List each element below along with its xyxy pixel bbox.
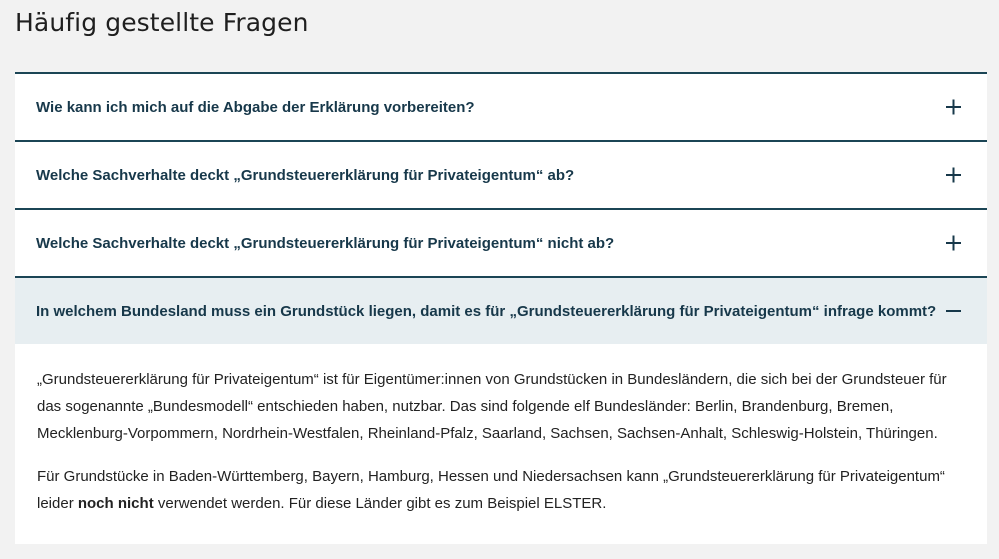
- minus-icon[interactable]: [946, 304, 961, 319]
- faq-item: [15, 210, 987, 278]
- answer-text: verwendet werden. Für diese Länder gibt es zum Beispiel ELSTER.: [153, 495, 607, 512]
- faq-question-button[interactable]: [15, 210, 987, 276]
- answer-text: Für Grundstücke in Baden-Württemberg, Bayern, Hamburg, Hessen und Niedersachsen kann „Grundsteuererklärung für Privateigentum“ leider: [37, 468, 945, 512]
- plus-icon[interactable]: [946, 236, 961, 251]
- answer-paragraph: [37, 463, 963, 517]
- plus-icon[interactable]: [946, 168, 961, 183]
- answer-emphasis: noch nicht: [77, 495, 154, 512]
- faq-item-expanded: [15, 278, 987, 544]
- answer-paragraph: „Grundsteuererklärung für Privateigentum“ ist für Eigentümer:innen von Grundstücken in Bundesländern, die sich bei der Grundsteuer für das sogenannte „Bundesmodell“ entschieden haben, nutzbar. Das sind folgende elf Bundesländer: Berlin, Brandenburg, Bremen, Mecklenburg-Vorpommern, Nordrhein-Westfalen, Rheinland-Pfalz, Saarland, Sachsen, Sachsen-Anhalt, Schleswig-Holstein, Thüringen.: [37, 371, 947, 442]
- page-title: Häufig gestellte Fragen: [15, 8, 309, 37]
- faq-accordion: [15, 72, 987, 544]
- faq-question-button[interactable]: [15, 278, 987, 344]
- faq-question-text: Welche Sachverhalte deckt „Grundsteuererklärung für Privateigentum“ ab?: [36, 166, 575, 184]
- faq-item: [15, 74, 987, 142]
- faq-item: [15, 142, 987, 210]
- faq-question-button[interactable]: [15, 74, 987, 140]
- faq-answer-panel: [15, 344, 987, 544]
- faq-question-text: In welchem Bundesland muss ein Grundstück liegen, damit es für „Grundsteuererklärung für Privateigentum“ infrage kommt?: [36, 302, 937, 320]
- faq-question-text: Welche Sachverhalte deckt „Grundsteuererklärung für Privateigentum“ nicht ab?: [36, 234, 615, 252]
- faq-question-text: Wie kann ich mich auf die Abgabe der Erklärung vorbereiten?: [36, 98, 475, 116]
- plus-icon[interactable]: [946, 100, 961, 115]
- faq-question-button[interactable]: [15, 142, 987, 208]
